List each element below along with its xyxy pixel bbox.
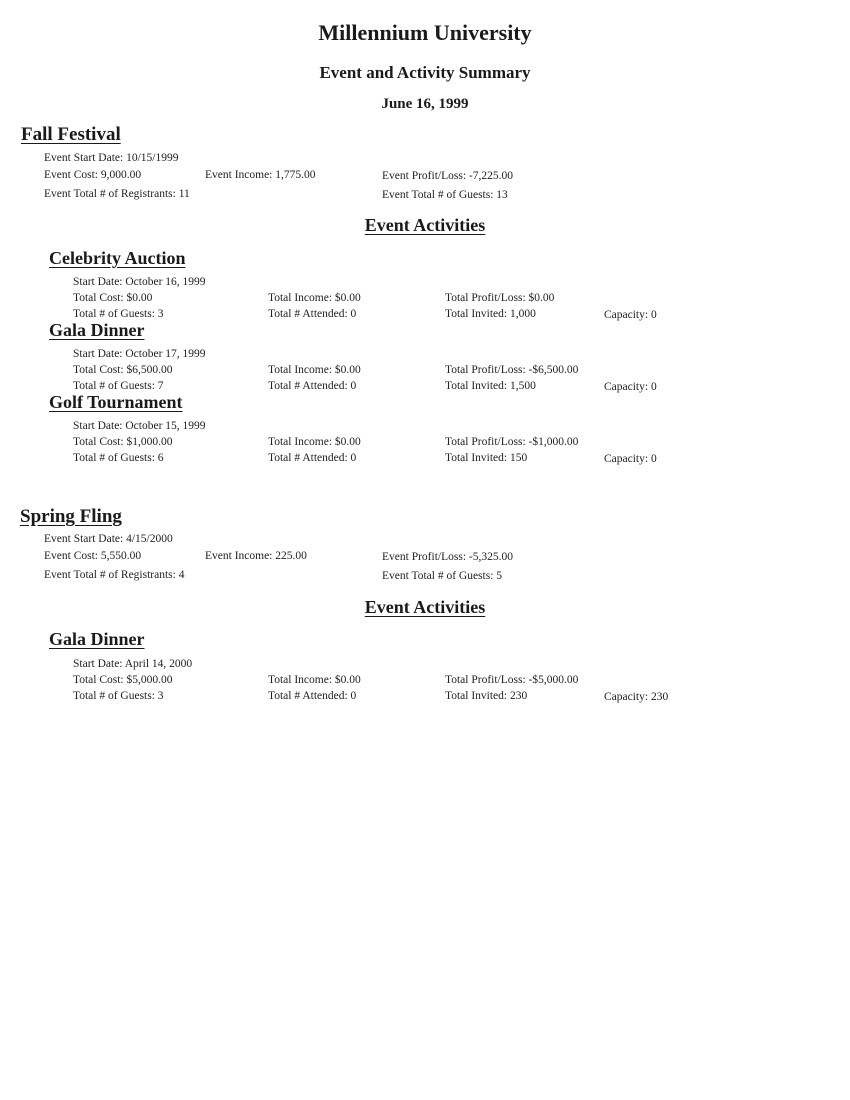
activity-capacity: Capacity: 0 [604, 381, 657, 393]
activity-invited: Total Invited: 230 [445, 690, 528, 702]
activity-total-income: Total Income: $0.00 [268, 292, 361, 304]
activity-attended: Total # Attended: 0 [268, 690, 357, 702]
report-title: Event and Activity Summary [319, 63, 531, 82]
activity-profit-loss: Total Profit/Loss: -$6,500.00 [445, 364, 579, 376]
event-profit-loss: Event Profit/Loss: -5,325.00 [382, 551, 513, 563]
activity-profit-loss: Total Profit/Loss: -$5,000.00 [445, 674, 579, 686]
event-guests: Event Total # of Guests: 13 [382, 189, 508, 201]
event-income: Event Income: 1,775.00 [205, 169, 316, 181]
activity-invited: Total Invited: 1,000 [445, 308, 536, 320]
event-activities-heading: Event Activities [364, 597, 486, 617]
university-title: Millennium University [318, 20, 532, 45]
event-start-date: Event Start Date: 4/15/2000 [44, 533, 173, 545]
event-title: Spring Fling [20, 506, 122, 527]
event-title: Fall Festival [21, 124, 121, 145]
event-guests: Event Total # of Guests: 5 [382, 570, 503, 582]
activity-start-date: Start Date: October 17, 1999 [73, 348, 206, 360]
event-income: Event Income: 225.00 [205, 550, 307, 562]
activity-total-cost: Total Cost: $1,000.00 [73, 436, 173, 448]
activity-title: Gala Dinner [49, 320, 145, 340]
event-activities-heading: Event Activities [364, 215, 486, 235]
event-start-date: Event Start Date: 10/15/1999 [44, 152, 179, 164]
event-cost: Event Cost: 9,000.00 [44, 169, 142, 181]
activity-attended: Total # Attended: 0 [268, 452, 357, 464]
activity-profit-loss: Total Profit/Loss: $0.00 [445, 292, 555, 304]
activity-profit-loss: Total Profit/Loss: -$1,000.00 [445, 436, 579, 448]
activity-attended: Total # Attended: 0 [268, 380, 357, 392]
activity-start-date: Start Date: April 14, 2000 [73, 658, 193, 670]
activity-capacity: Capacity: 230 [604, 691, 669, 703]
activity-total-income: Total Income: $0.00 [268, 674, 361, 686]
activity-title: Gala Dinner [49, 629, 145, 649]
activity-title: Golf Tournament [49, 392, 183, 412]
activity-total-cost: Total Cost: $6,500.00 [73, 364, 173, 376]
event-registrants: Event Total # of Registrants: 11 [44, 188, 190, 200]
activity-total-income: Total Income: $0.00 [268, 364, 361, 376]
activity-start-date: Start Date: October 15, 1999 [73, 420, 206, 432]
activity-invited: Total Invited: 1,500 [445, 380, 536, 392]
event-cost: Event Cost: 5,550.00 [44, 550, 142, 562]
event-profit-loss: Event Profit/Loss: -7,225.00 [382, 170, 513, 182]
activity-capacity: Capacity: 0 [604, 309, 657, 321]
activity-guests: Total # of Guests: 3 [73, 308, 164, 320]
activity-attended: Total # Attended: 0 [268, 308, 357, 320]
activity-guests: Total # of Guests: 6 [73, 452, 164, 464]
activity-total-cost: Total Cost: $0.00 [73, 292, 153, 304]
activity-total-cost: Total Cost: $5,000.00 [73, 674, 173, 686]
activity-start-date: Start Date: October 16, 1999 [73, 276, 206, 288]
activity-guests: Total # of Guests: 7 [73, 380, 164, 392]
activity-capacity: Capacity: 0 [604, 453, 657, 465]
report-date: June 16, 1999 [381, 96, 469, 112]
event-registrants: Event Total # of Registrants: 4 [44, 569, 185, 581]
activity-total-income: Total Income: $0.00 [268, 436, 361, 448]
activity-invited: Total Invited: 150 [445, 452, 528, 464]
activity-title: Celebrity Auction [49, 248, 186, 268]
activity-guests: Total # of Guests: 3 [73, 690, 164, 702]
